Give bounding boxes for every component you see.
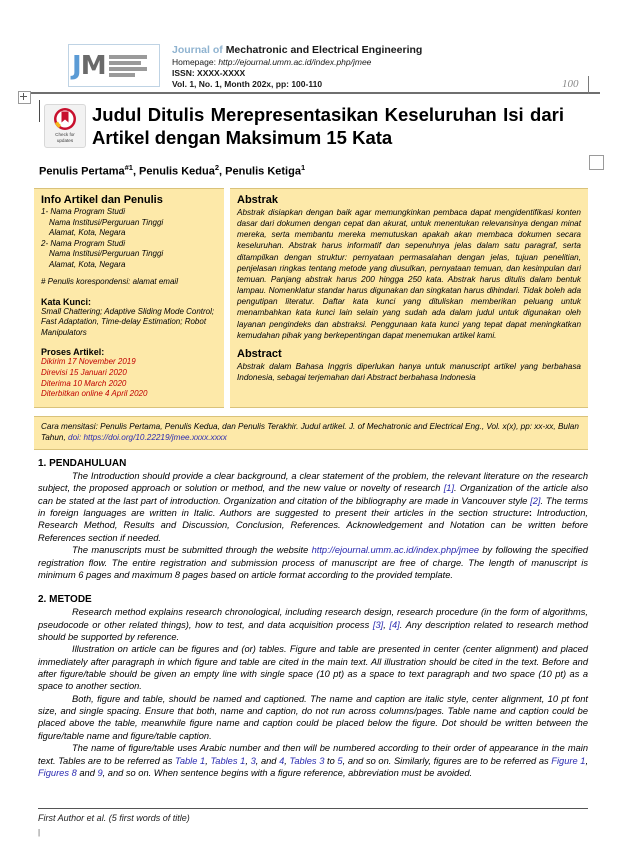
- inline-reference-link[interactable]: 5: [337, 755, 343, 766]
- text-cursor: [39, 100, 40, 122]
- abstract-heading-en: Abstract: [237, 347, 282, 360]
- correspondence-note: # Penulis korespondensi: alamat email: [41, 277, 178, 287]
- journal-issn: ISSN: XXXX-XXXX: [172, 68, 246, 79]
- process-date-list: [41, 357, 217, 399]
- abstract-text-id: Abstrak disiapkan dengan baik agar memungkinkan pembaca dapat mengidentifikasi konten dasar dari dokumen dengan cepat dan akurat, untuk menentukan relevansinya dengan minat mereka, serta membantu mereka memutuskan apakah akan membaca dokumen secara keseluruhan. Abstrak harus informatif dan sepenuhnya jelas dalam satu paragraf, serta ditampilkan dengan struktur: pernyataan permasalahan dengan jelas, tujuan penelitian, penjelasan ringkas tentang metode yang diusulkan, pernyataan temuan, dan kesimpulan dari temuan. Panjang abstrak harus 200 hingga 250 kata. Abstrak harus ditulis dalam bentuk lampau. Nomenklatur standar harus digunakan dan singkatan harus dihindari. Tidak boleh ada pengutipan literatur. Daftar kata kunci yang dituliskan memberikan peluang untuk menambahkan kata kunci lain selain yang sudah ada dalam judul untuk digunakan oleh layanan pengindeks dan abstraksi. Penggunaan kata kunci yang tepat dapat meningkatkan kemudahan pihak yang berkepentingan dapat menemukan artikel kami.: [237, 208, 581, 340]
- citation-prefix: Cara mensitasi: Penulis Pertama, Penulis Kedua, dan Penulis Terakhir. Judul artikel. J. of Mechatronic and Electrical Eng., Vol. x(x), pp: xx-xx, Bulan Tahun,: [41, 422, 579, 443]
- inline-emphasis: :: [528, 508, 532, 519]
- crossmark-label-line1: Check for: [55, 132, 75, 137]
- body-paragraph: [38, 606, 588, 643]
- crossmark-icon: [53, 107, 77, 131]
- inline-text: . Organization of the article also can be stated at the last part of introduction. Organization and citation of the bibliography are made in Vancouver style: [38, 483, 588, 506]
- affiliation-list: [41, 207, 217, 270]
- citation-doi-url[interactable]: https://doi.org/10.22219/jmee.xxxx.xxxx: [83, 433, 227, 443]
- check-for-updates-badge[interactable]: [44, 104, 86, 148]
- abstract-text-en: Abstrak dalam Bahasa Inggris diperlukan hanya untuk manuscript artikel yang berbahasa Indonesia, sebagai terjemahan dari Abstract berbahasa Indonesia: [237, 361, 581, 383]
- homepage-label: Homepage:: [172, 57, 216, 68]
- keywords-value: Small Chattering; Adaptive Sliding Mode Control; Fast Adaptation, Time-delay Estimation; Robot Manipulators: [41, 306, 215, 337]
- article-title: Judul Ditulis Merepresentasikan Keseluruhan Isi dari Artikel dengan Maksimum 15 Kata: [92, 104, 564, 149]
- journal-name-prefix: Journal of: [172, 44, 223, 56]
- logo-bars-icon: [109, 55, 147, 77]
- body-paragraph: [38, 470, 588, 544]
- journal-name-main: Mechatronic and Electrical Engineering: [225, 44, 423, 56]
- affiliation-line: Alamat, Kota, Negara: [49, 259, 126, 269]
- body-paragraph: [38, 742, 588, 779]
- inline-reference-link[interactable]: [3]: [372, 619, 384, 630]
- section-heading: 1. PENDAHULUAN: [38, 458, 127, 469]
- article-body: [38, 458, 588, 779]
- inline-reference-link[interactable]: 9: [97, 767, 103, 778]
- citation-doi-label: doi:: [68, 433, 84, 443]
- inline-text: . Any description related to research method should be supported by reference.: [38, 619, 589, 642]
- inline-reference-link[interactable]: Figures 8: [38, 767, 77, 778]
- inline-text: , and so on. When sentence begins with a figure reference, abbreviation must be avoided.: [102, 767, 473, 778]
- section-heading: 2. METODE: [38, 594, 92, 606]
- inline-reference-link[interactable]: Figure 1: [551, 755, 586, 766]
- affiliation-line: Nama Institusi/Perguruan Tinggi: [49, 249, 164, 259]
- footer-divider: [38, 808, 588, 809]
- inline-text: and: [76, 767, 98, 778]
- resize-handle-icon[interactable]: [589, 155, 604, 170]
- inline-reference-link[interactable]: http://ejournal.umm.ac.id/index.php/jmee: [311, 545, 480, 556]
- process-label: Proses Artikel:: [41, 347, 105, 358]
- homepage-url[interactable]: http://ejournal.umm.ac.id/index.php/jmee: [218, 57, 372, 68]
- keywords-label: Kata Kunci:: [41, 296, 92, 307]
- info-box: [34, 188, 224, 408]
- inline-reference-link[interactable]: 4: [279, 755, 285, 766]
- crossmark-label: [45, 132, 85, 143]
- move-handle-icon[interactable]: [18, 91, 31, 104]
- process-date: Direvisi 15 Januari 2020: [41, 368, 127, 378]
- affiliation-line: Nama Institusi/Perguruan Tinggi: [49, 217, 164, 227]
- metadata-boxes: [34, 188, 588, 408]
- inline-text: to: [324, 755, 338, 766]
- journal-volume: Vol. 1, No. 1, Month 202x, pp: 100-110: [172, 79, 323, 90]
- journal-meta: [172, 44, 422, 90]
- inline-text: ,: [245, 755, 251, 766]
- logo-letter-m: M: [80, 50, 106, 81]
- logo-letter-j: J: [72, 50, 81, 81]
- inline-text: by following the specified registration flow. The entire registration and submission process of manuscript are free of charge. The length of manuscript is minimum 6 pages and maximum 8 pages based on article format according to the provided template.: [38, 545, 588, 580]
- body-paragraph: [38, 643, 588, 692]
- author-list: Penulis Pertama$^{\#1}$, Penulis Kedua$^2$, Penulis Ketiga$^1$: [39, 163, 306, 178]
- inline-text: Illustration on article can be figures and (or) tables. Figure and table are presented in center (center alignment) and placed immediately after paragraph in which figure and table are cited in the main text. All illustration should be cited in the text. Before and after figure/table should be given an empty line with single space (10 pt) as a space to text paragraph and two space (10 pt) as a space to another section.: [38, 644, 588, 692]
- inline-text: The name of figure/table uses Arabic number and then will be numbered according to their order of appearance in the main text. Tables are to be referred as: [38, 743, 588, 766]
- citation-box: [34, 416, 588, 450]
- inline-reference-link[interactable]: Tables 3: [289, 755, 325, 766]
- journal-masthead: [68, 44, 422, 90]
- affiliation-line: 1- Nama Program Studi: [41, 207, 126, 216]
- process-date: Diterbitkan online 4 April 2020: [41, 389, 148, 399]
- process-date: Diterima 10 March 2020: [41, 378, 127, 388]
- affiliation-line: Alamat, Kota, Negara: [49, 228, 126, 238]
- crossmark-label-line2: updates: [56, 137, 74, 143]
- affiliation-line: 2- Nama Program Studi: [41, 238, 126, 248]
- margin-tick: [588, 76, 589, 94]
- jmee-logo: [68, 44, 160, 87]
- inline-text: Both, figure and table, should be named and captioned. The name and caption are italic style, center alignment, 10 pt font size, and single spacing. Ensure that both, name and caption, do not run across columns/pages. Table name and caption could be placed above the table, meanwhile figure name and caption could be placed below the figure. Dot should be written between the figure/table name and figure/table caption.: [38, 693, 588, 741]
- inline-reference-link[interactable]: [2]: [530, 495, 541, 506]
- body-paragraph: [38, 693, 588, 742]
- top-margin-rule: [30, 92, 600, 94]
- inline-text: ,: [383, 619, 390, 630]
- info-box-heading: Info Artikel dan Penulis: [41, 194, 163, 206]
- footer-caret: |: [38, 828, 41, 837]
- abstract-heading-id: Abstrak: [237, 194, 278, 206]
- inline-reference-link[interactable]: [4]: [389, 619, 400, 630]
- body-paragraph: [38, 544, 588, 581]
- inline-text: , and: [255, 755, 280, 766]
- journal-name: [172, 44, 422, 57]
- inline-text: The manuscripts must be submitted through the website: [72, 545, 312, 556]
- inline-text: . The terms in foreign languages are written in Italic. Authors are suggested to present their articles in the section structure: [38, 495, 588, 519]
- inline-reference-link[interactable]: Table 1: [175, 755, 206, 766]
- inline-text: ,: [205, 755, 211, 766]
- abstract-box: [230, 188, 588, 408]
- inline-text: ,: [585, 755, 589, 766]
- process-date: Dikirim 17 November 2019: [41, 357, 136, 367]
- inline-text: , and so on. Similarly, figures are to be referred as: [342, 755, 552, 766]
- inline-text: Research method explains research chronological, including research design, research procedure (in the form of algorithms, pseudocode or other related things), how to test, and data acquisition process: [38, 607, 588, 630]
- footer-running-head: First Author et al. (5 first words of title): [38, 813, 190, 823]
- inline-reference-link[interactable]: Tables 1: [210, 755, 246, 766]
- inline-text: Introduction, Research Method, Results and Discussion, Conclusion, References. Acknowledgement and Notation can be written before References section if needed.: [38, 508, 588, 543]
- page-number: 100: [562, 78, 579, 90]
- inline-text: ,: [284, 755, 290, 766]
- inline-reference-link[interactable]: 3: [250, 755, 256, 766]
- journal-homepage: [172, 57, 422, 68]
- inline-reference-link[interactable]: [1]: [443, 483, 455, 494]
- inline-text: The Introduction should provide a clear background, a clear statement of the problem, the relevant literature on the research subject, the proposed approach or solution or method, and the new value or novelty of research: [38, 471, 588, 494]
